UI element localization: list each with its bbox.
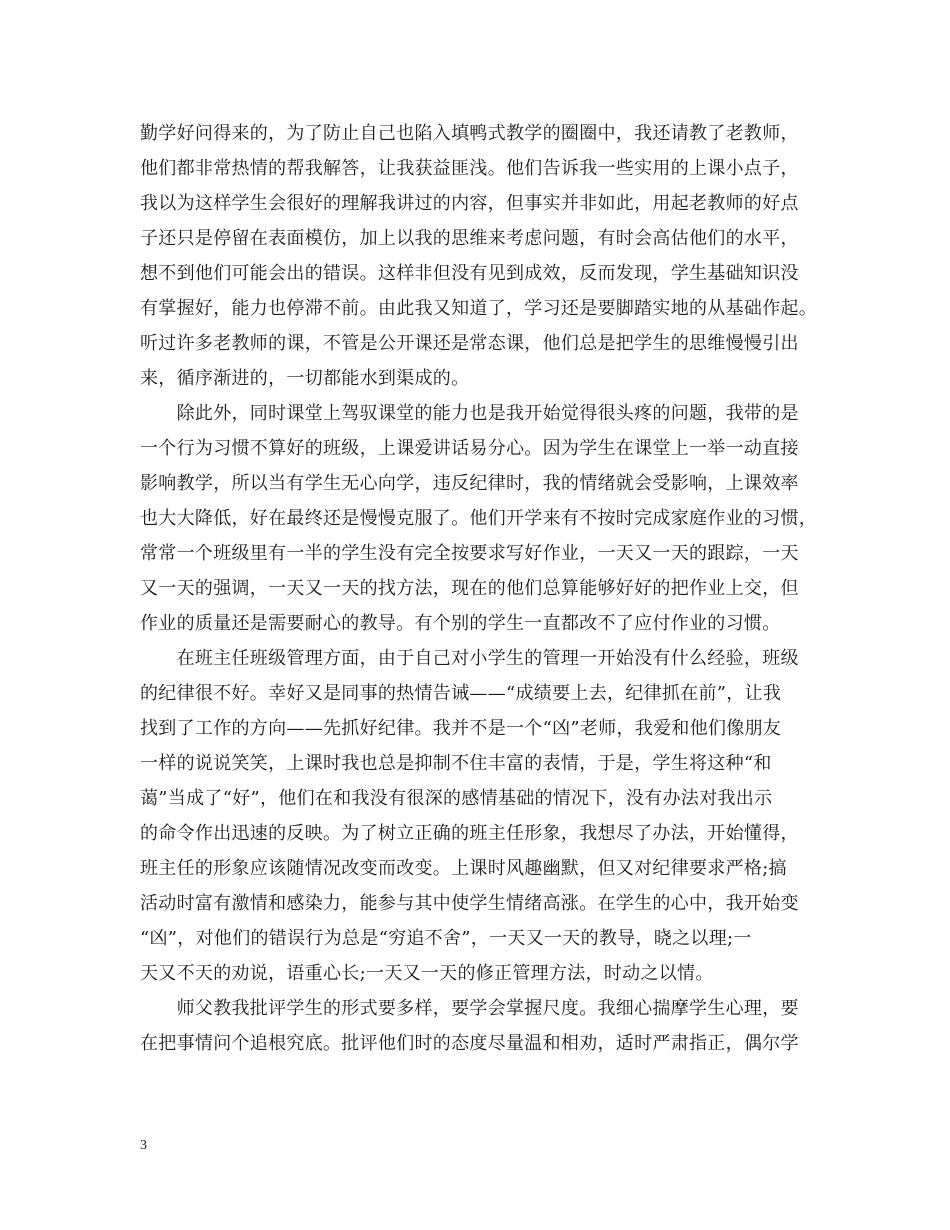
text-line: 一样的说说笑笑，上课时我也总是抑制不住丰富的表情，于是，学生将这种“和 bbox=[140, 753, 772, 774]
text-line: 天又不天的劝说，语重心长;一天又一天的修正管理方法，时动之以情。 bbox=[140, 963, 714, 984]
text-line: 师父教我批评学生的形式要多样，要学会掌握尺度。我细心揣摩学生心理，要 bbox=[140, 998, 799, 1019]
text-line: “凶”，对他们的错误行为总是“穷追不舍”，一天又一天的教导，晓之以理;一 bbox=[140, 928, 752, 949]
text-line: 班主任的形象应该随情况改变而改变。上课时风趣幽默，但又对纪律要求严格;搞 bbox=[140, 858, 787, 879]
text-line: 一个行为习惯不算好的班级，上课爱讲话易分心。因为学生在课堂上一举一动直接 bbox=[140, 438, 799, 459]
text-line: 也大大降低，好在最终还是慢慢克服了。他们开学来有不按时完成家庭作业的习惯， bbox=[140, 508, 818, 529]
text-line: 他们都非常热情的帮我解答，让我获益匪浅。他们告诉我一些实用的上课小点子， bbox=[140, 158, 799, 179]
text-line: 子还只是停留在表面模仿，加上以我的思维来考虑问题，有时会高估他们的水平， bbox=[140, 228, 799, 249]
text-line: 听过许多老教师的课，不管是公开课还是常态课，他们总是把学生的思维慢慢引出 bbox=[140, 333, 799, 354]
text-line: 有掌握好，能力也停滞不前。由此我又知道了，学习还是要脚踏实地的从基础作起。 bbox=[140, 298, 818, 319]
text-line: 影响教学，所以当有学生无心向学，违反纪律时，我的情绪就会受影响，上课效率 bbox=[140, 473, 799, 494]
text-line: 在把事情问个追根究底。批评他们时的态度尽量温和相劝，适时严肃指正，偶尔学 bbox=[140, 1033, 799, 1054]
text-line: 找到了工作的方向——先抓好纪律。我并不是一个“凶”老师，我爱和他们像朋友 bbox=[140, 718, 782, 739]
body-text bbox=[140, 116, 820, 1061]
text-line: 想不到他们可能会出的错误。这样非但没有见到成效，反而发现，学生基础知识没 bbox=[140, 263, 799, 284]
text-line: 常常一个班级里有一半的学生没有完全按要求写好作业，一天又一天的跟踪，一天 bbox=[140, 543, 799, 564]
text-line: 来，循序渐进的，一切都能水到渠成的。 bbox=[140, 368, 470, 389]
page-number: 3 bbox=[140, 1138, 147, 1153]
text-line: 除此外，同时课堂上驾驭课堂的能力也是我开始觉得很头疼的问题，我带的是 bbox=[140, 403, 799, 424]
text-line: 活动时富有激情和感染力，能参与其中使学生情绪高涨。在学生的心中，我开始变 bbox=[140, 893, 799, 914]
text-line: 蔼”当成了“好”，他们在和我没有很深的感情基础的情况下，没有办法对我出示 bbox=[140, 788, 773, 809]
text-line: 的纪律很不好。幸好又是同事的热情告诫——“成绩要上去，纪律抓在前”，让我 bbox=[140, 683, 782, 704]
text-line: 我以为这样学生会很好的理解我讲过的内容，但事实并非如此，用起老教师的好点 bbox=[140, 193, 799, 214]
text-line: 作业的质量还是需要耐心的教导。有个别的学生一直都改不了应付作业的习惯。 bbox=[140, 613, 781, 634]
text-line: 在班主任班级管理方面，由于自己对小学生的管理一开始没有什么经验，班级 bbox=[140, 648, 799, 669]
text-line: 又一天的强调，一天又一天的找方法，现在的他们总算能够好好的把作业上交，但 bbox=[140, 578, 799, 599]
text-line: 勤学好问得来的，为了防止自己也陷入填鸭式教学的圈圈中，我还请教了老教师， bbox=[140, 123, 799, 144]
text-line: 的命令作出迅速的反映。为了树立正确的班主任形象，我想尽了办法，开始懂得， bbox=[140, 823, 799, 844]
